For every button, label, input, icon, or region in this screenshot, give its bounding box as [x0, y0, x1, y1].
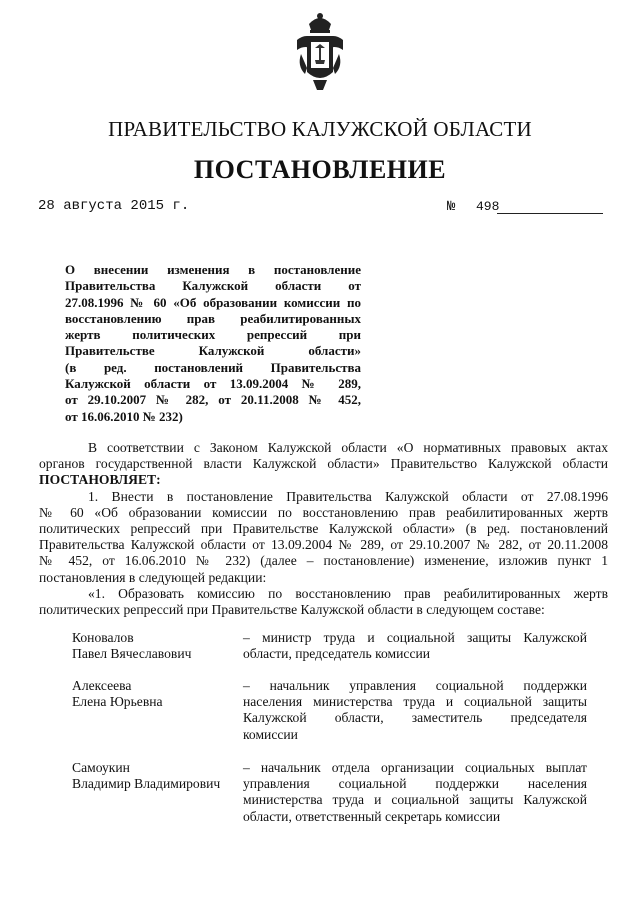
- subject-line: восстановлению прав реабилитированных: [65, 310, 361, 326]
- subject-line: 27.08.1996 № 60 «Об образовании комиссии по: [65, 294, 361, 310]
- subject-line: Калужской области от 13.09.2004 № 289,: [65, 376, 361, 392]
- number-underline: [497, 213, 603, 214]
- role-line: управления социальной поддержки населения: [243, 776, 587, 792]
- government-title: ПРАВИТЕЛЬСТВО КАЛУЖСКОЙ ОБЛАСТИ: [108, 117, 532, 141]
- member-surname: Коновалов: [72, 630, 134, 645]
- member-name: [72, 678, 242, 710]
- subject-line: Правительства Калужской области от: [65, 278, 361, 294]
- member-given-names: Павел Вячеславович: [72, 646, 192, 662]
- subject-line: (в ред. постановлений Правительства: [65, 359, 361, 375]
- member-role: [243, 630, 587, 662]
- member-name: [72, 630, 242, 662]
- role-line: – министр труда и социальной защиты Калужской: [243, 630, 587, 645]
- body-line: В соответствии с Законом Калужской области «О нормативных правовых актах: [88, 440, 608, 455]
- member-given-names: Владимир Владимирович: [72, 776, 221, 792]
- role-line: министерства труда и социальной защиты Калужской: [243, 792, 587, 808]
- kaluga-coat-of-arms-icon: [293, 10, 347, 94]
- document-date: 28 августа 2015 г.: [38, 198, 190, 214]
- member-surname: Алексеева: [72, 678, 132, 693]
- role-line: населения министерства труда и социальной защиты: [243, 694, 587, 710]
- subject-line: жертв политических репрессий при: [65, 327, 361, 343]
- body-line: органов государственной власти Калужской области» Правительство Калужской области: [39, 456, 608, 472]
- role-line: области, ответственный секретарь комиссии: [243, 808, 501, 824]
- subject-line: от 16.06.2010 № 232): [65, 408, 183, 424]
- body-line: Правительства Калужской области от 13.09.2004 № 289, от 29.10.2007 № 282, от 20.11.2008: [39, 537, 608, 553]
- subject-line: от 29.10.2007 № 282, от 20.11.2008 № 452,: [65, 392, 361, 408]
- role-line: – начальник отдела организации социальных выплат: [243, 760, 587, 775]
- body-line: политических репрессий при Правительстве Калужской области» (в ред. постановлений: [39, 521, 608, 537]
- decree-word: ПОСТАНОВЛЯЕТ:: [39, 472, 161, 488]
- subject-line: О внесении изменения в постановление: [65, 262, 361, 277]
- body-line: «1. Образовать комиссию по восстановлению прав реабилитированных жертв: [88, 585, 608, 601]
- member-surname: Самоукин: [72, 760, 130, 775]
- body-line: № 452, от 16.06.2010 № 232) (далее – постановление) изменение, изложив пункт 1: [39, 553, 608, 569]
- member-role: [243, 760, 587, 825]
- document-body: [39, 440, 608, 618]
- document-type: ПОСТАНОВЛЕНИЕ: [193, 155, 447, 184]
- role-line: – начальник управления социальной поддержки: [243, 678, 587, 693]
- member-name: [72, 760, 242, 792]
- document-subject: [65, 262, 361, 425]
- member-given-names: Елена Юрьевна: [72, 694, 163, 710]
- role-line: комиссии: [243, 726, 298, 742]
- member-role: [243, 678, 587, 743]
- body-line: № 60 «Об образовании комиссии по восстановлению прав реабилитированных жертв: [39, 504, 608, 520]
- role-line: Калужской области, заместитель председателя: [243, 710, 587, 726]
- subject-line: Правительстве Калужской области»: [65, 343, 361, 359]
- document-number: 498: [476, 199, 500, 214]
- body-line: постановления в следующей редакции:: [39, 569, 267, 585]
- role-line: области, председатель комиссии: [243, 646, 431, 662]
- number-label: №: [447, 199, 456, 215]
- body-line: 1. Внести в постановление Правительства Калужской области от 27.08.1996: [88, 488, 608, 504]
- body-line: политических репрессий при Правительстве Калужской области в следующем составе:: [39, 602, 545, 618]
